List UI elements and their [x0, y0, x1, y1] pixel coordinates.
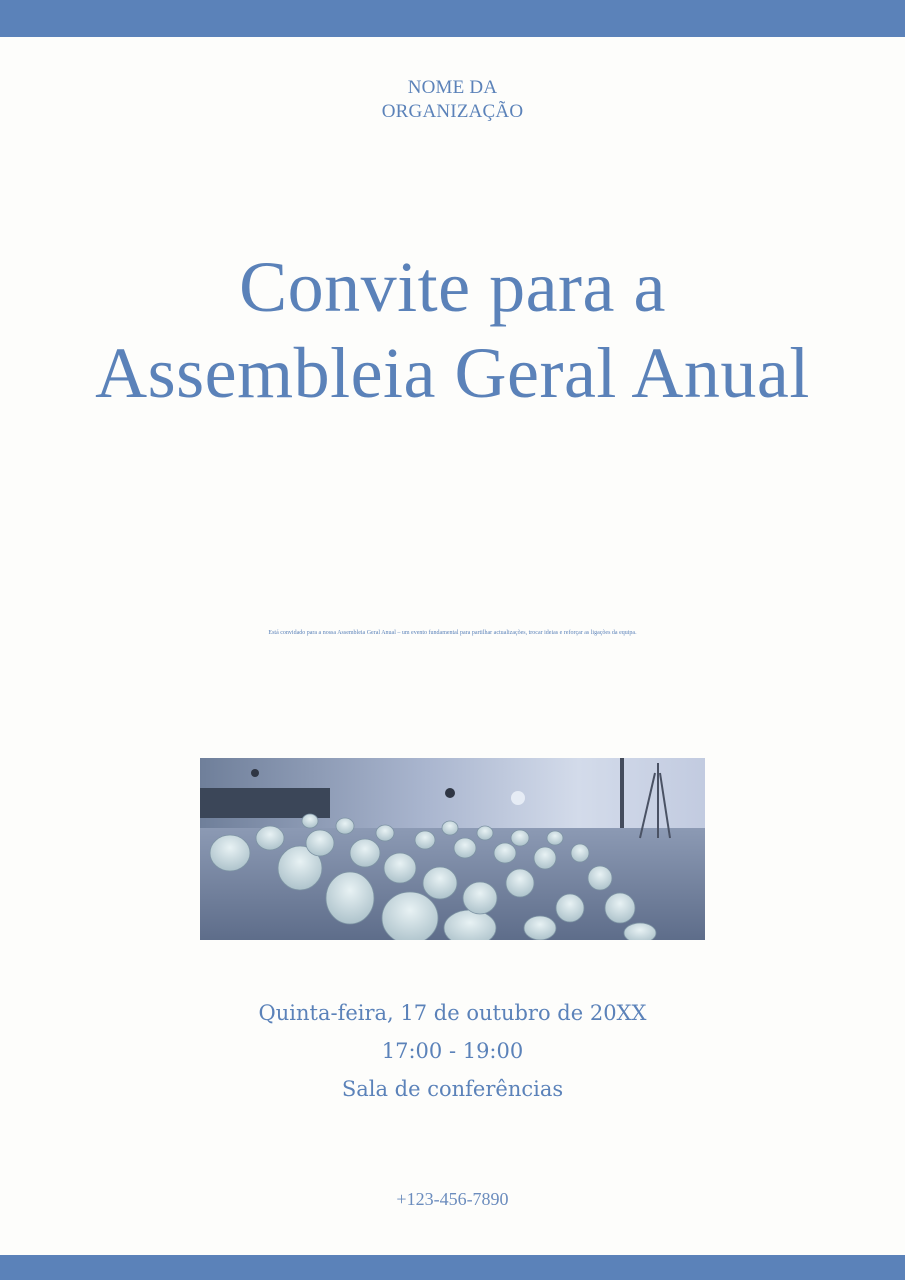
bottom-color-band: [0, 1255, 905, 1280]
event-date: Quinta-feira, 17 de outubro de 20XX: [258, 1001, 647, 1025]
event-details: [0, 994, 905, 1108]
organization-name-line-1: NOME DA: [407, 77, 498, 98]
invitation-title-line-1: Convite para a: [239, 247, 666, 327]
intro-text: Está convidado para a nossa Assembleia Geral Anual – um evento fundamental para partilhar actualizações, trocar ideias e reforçar as ligações da equipa.: [268, 630, 637, 636]
organization-name: [0, 76, 905, 124]
event-time: 17:00 - 19:00: [381, 1039, 524, 1063]
event-venue: Sala de conferências: [341, 1077, 564, 1101]
invitation-title: [0, 244, 905, 416]
conference-room-chairs-image: [200, 758, 705, 940]
top-color-band: [0, 0, 905, 37]
organization-name-line-2: ORGANIZAÇÃO: [381, 101, 524, 122]
contact-phone: +123-456-7890: [396, 1189, 509, 1209]
invitation-title-line-2: Assembleia Geral Anual: [95, 333, 810, 413]
conference-room-photo: [200, 758, 705, 940]
